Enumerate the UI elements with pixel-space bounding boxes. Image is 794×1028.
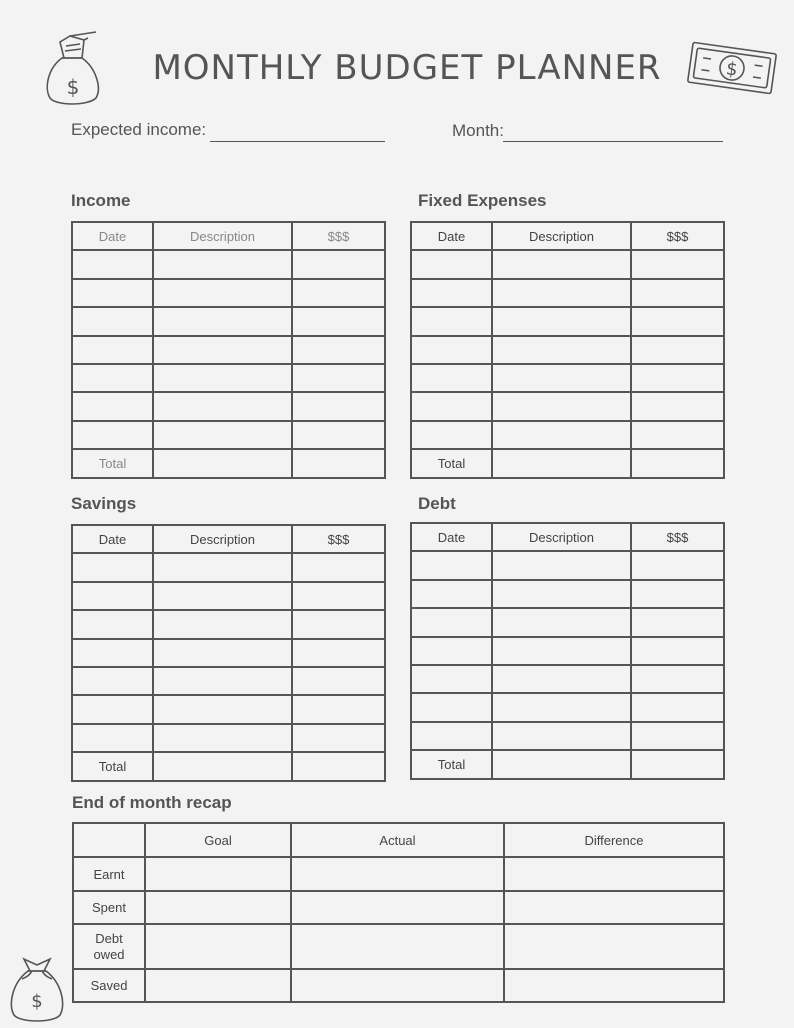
description-cell[interactable] [492, 580, 631, 608]
table-header-row [72, 525, 385, 553]
table-row[interactable] [411, 693, 724, 721]
description-cell[interactable] [492, 693, 631, 721]
table-row[interactable] [72, 364, 385, 392]
column-header: $$$ [292, 525, 385, 553]
table-row[interactable] [411, 580, 724, 608]
column-header: Goal [145, 823, 291, 857]
goal-cell[interactable] [145, 969, 291, 1002]
amount-cell[interactable] [292, 279, 385, 307]
column-header: Description [492, 222, 631, 250]
table-row[interactable] [72, 610, 385, 638]
date-cell[interactable] [72, 307, 153, 335]
date-cell[interactable] [72, 421, 153, 449]
table-row[interactable] [72, 307, 385, 335]
total-row[interactable] [411, 449, 724, 477]
table-header-row [411, 523, 724, 551]
column-header: Date [411, 222, 492, 250]
date-cell[interactable] [411, 279, 492, 307]
amount-cell[interactable] [292, 364, 385, 392]
table-row[interactable] [411, 250, 724, 278]
amount-cell[interactable] [292, 553, 385, 581]
actual-cell[interactable] [291, 891, 504, 924]
description-cell[interactable] [492, 279, 631, 307]
amount-cell[interactable] [292, 250, 385, 278]
description-cell[interactable] [153, 336, 292, 364]
table-row[interactable] [72, 250, 385, 278]
table-row[interactable] [72, 667, 385, 695]
svg-text:$: $ [31, 991, 43, 1012]
table-header-row [411, 222, 724, 250]
date-cell[interactable] [411, 364, 492, 392]
table-row[interactable] [72, 553, 385, 581]
table-row[interactable] [411, 722, 724, 750]
total-amount-cell[interactable] [292, 449, 385, 477]
description-cell[interactable] [492, 250, 631, 278]
description-cell[interactable] [492, 364, 631, 392]
table-row[interactable] [411, 279, 724, 307]
table-row[interactable] [72, 695, 385, 723]
amount-cell[interactable] [631, 637, 724, 665]
table-row[interactable] [411, 364, 724, 392]
date-cell[interactable] [411, 665, 492, 693]
income-section-title: Income [71, 191, 131, 210]
column-header: Description [153, 222, 292, 250]
savings-table [71, 524, 386, 782]
description-cell[interactable] [492, 421, 631, 449]
dollar-bill-icon [686, 40, 778, 96]
description-cell[interactable] [492, 665, 631, 693]
description-cell[interactable] [492, 750, 631, 778]
description-cell[interactable] [153, 695, 292, 723]
column-header: Difference [504, 823, 724, 857]
recap-table [72, 822, 725, 1003]
description-cell[interactable] [492, 608, 631, 636]
table-row[interactable] [72, 582, 385, 610]
table-header-row [73, 823, 724, 857]
date-cell[interactable] [411, 580, 492, 608]
fixed-expenses-section-title: Fixed Expenses [418, 191, 547, 210]
total-amount-cell[interactable] [631, 449, 724, 477]
date-cell[interactable] [72, 392, 153, 420]
total-label: Total [72, 449, 153, 477]
svg-text:$: $ [66, 75, 80, 99]
table-row[interactable] [411, 637, 724, 665]
column-header: Date [72, 525, 153, 553]
date-cell[interactable] [72, 610, 153, 638]
description-cell[interactable] [153, 421, 292, 449]
amount-cell[interactable] [292, 695, 385, 723]
amount-cell[interactable] [631, 665, 724, 693]
date-cell[interactable] [411, 551, 492, 579]
amount-cell[interactable] [631, 250, 724, 278]
table-row[interactable] [72, 421, 385, 449]
description-cell[interactable] [153, 724, 292, 752]
table-row[interactable] [72, 392, 385, 420]
description-cell[interactable] [153, 279, 292, 307]
amount-cell[interactable] [292, 724, 385, 752]
debt-table [410, 522, 725, 780]
date-cell[interactable] [411, 693, 492, 721]
amount-cell[interactable] [292, 336, 385, 364]
fixed-expenses-table [410, 221, 725, 479]
table-row[interactable] [411, 336, 724, 364]
table-row[interactable] [72, 724, 385, 752]
total-label: Total [411, 449, 492, 477]
svg-text:$: $ [724, 58, 739, 81]
date-cell[interactable] [411, 722, 492, 750]
row-label: Debt owed [73, 924, 145, 969]
income-table [71, 221, 386, 479]
table-row[interactable] [411, 307, 724, 335]
savings-section-title: Savings [71, 494, 137, 513]
amount-cell[interactable] [292, 421, 385, 449]
table-row[interactable] [73, 924, 724, 969]
description-cell[interactable] [153, 582, 292, 610]
description-cell[interactable] [492, 449, 631, 477]
total-row[interactable] [72, 449, 385, 477]
column-header: $$$ [631, 222, 724, 250]
amount-cell[interactable] [292, 610, 385, 638]
actual-cell[interactable] [291, 857, 504, 891]
date-cell[interactable] [72, 279, 153, 307]
money-bag-icon [6, 955, 68, 1025]
column-header: Description [492, 523, 631, 551]
table-row[interactable] [72, 336, 385, 364]
expected-income-field[interactable] [210, 141, 385, 142]
description-cell[interactable] [153, 449, 292, 477]
column-header: $$$ [292, 222, 385, 250]
goal-cell[interactable] [145, 891, 291, 924]
amount-cell[interactable] [631, 307, 724, 335]
total-label: Total [72, 752, 153, 780]
difference-cell[interactable] [504, 924, 724, 969]
table-row[interactable] [73, 857, 724, 891]
amount-cell[interactable] [631, 364, 724, 392]
amount-cell[interactable] [292, 307, 385, 335]
recap-section-title: End of month recap [72, 793, 232, 812]
description-cell[interactable] [492, 551, 631, 579]
date-cell[interactable] [411, 250, 492, 278]
description-cell[interactable] [153, 610, 292, 638]
amount-cell[interactable] [631, 392, 724, 420]
amount-cell[interactable] [292, 392, 385, 420]
amount-cell[interactable] [631, 608, 724, 636]
description-cell[interactable] [153, 307, 292, 335]
date-cell[interactable] [72, 553, 153, 581]
date-cell[interactable] [411, 336, 492, 364]
amount-cell[interactable] [631, 693, 724, 721]
date-cell[interactable] [411, 307, 492, 335]
table-row[interactable] [72, 639, 385, 667]
month-field[interactable] [503, 141, 723, 142]
page-title: MONTHLY BUDGET PLANNER [152, 48, 662, 88]
description-cell[interactable] [153, 392, 292, 420]
description-cell[interactable] [153, 364, 292, 392]
expected-income-label: Expected income: [71, 120, 207, 139]
column-header: Actual [291, 823, 504, 857]
description-cell[interactable] [153, 752, 292, 780]
date-cell[interactable] [72, 639, 153, 667]
amount-cell[interactable] [631, 551, 724, 579]
total-amount-cell[interactable] [292, 752, 385, 780]
column-header: Description [153, 525, 292, 553]
description-cell[interactable] [492, 392, 631, 420]
date-cell[interactable] [72, 250, 153, 278]
row-label: Earnt [73, 857, 145, 891]
table-row[interactable] [411, 421, 724, 449]
amount-cell[interactable] [292, 582, 385, 610]
amount-cell[interactable] [292, 639, 385, 667]
table-row[interactable] [72, 279, 385, 307]
date-cell[interactable] [411, 421, 492, 449]
amount-cell[interactable] [631, 580, 724, 608]
amount-cell[interactable] [631, 421, 724, 449]
table-row[interactable] [73, 969, 724, 1002]
table-row[interactable] [411, 665, 724, 693]
column-header: Date [72, 222, 153, 250]
date-cell[interactable] [72, 364, 153, 392]
amount-cell[interactable] [631, 279, 724, 307]
table-row[interactable] [73, 891, 724, 924]
description-cell[interactable] [492, 336, 631, 364]
column-header [73, 823, 145, 857]
date-cell[interactable] [411, 392, 492, 420]
actual-cell[interactable] [291, 969, 504, 1002]
total-row[interactable] [72, 752, 385, 780]
goal-cell[interactable] [145, 924, 291, 969]
table-row[interactable] [411, 392, 724, 420]
description-cell[interactable] [153, 667, 292, 695]
month-label: Month: [452, 121, 504, 140]
row-label: Spent [73, 891, 145, 924]
description-cell[interactable] [153, 250, 292, 278]
amount-cell[interactable] [631, 336, 724, 364]
date-cell[interactable] [72, 667, 153, 695]
total-label: Total [411, 750, 492, 778]
description-cell[interactable] [492, 307, 631, 335]
table-row[interactable] [411, 608, 724, 636]
date-cell[interactable] [411, 608, 492, 636]
goal-cell[interactable] [145, 857, 291, 891]
date-cell[interactable] [72, 582, 153, 610]
column-header: Date [411, 523, 492, 551]
table-row[interactable] [411, 551, 724, 579]
difference-cell[interactable] [504, 969, 724, 1002]
description-cell[interactable] [492, 722, 631, 750]
description-cell[interactable] [153, 553, 292, 581]
table-header-row [72, 222, 385, 250]
date-cell[interactable] [72, 336, 153, 364]
amount-cell[interactable] [631, 722, 724, 750]
date-cell[interactable] [72, 724, 153, 752]
description-cell[interactable] [492, 637, 631, 665]
date-cell[interactable] [411, 637, 492, 665]
date-cell[interactable] [72, 695, 153, 723]
total-row[interactable] [411, 750, 724, 778]
total-amount-cell[interactable] [631, 750, 724, 778]
column-header: $$$ [631, 523, 724, 551]
amount-cell[interactable] [292, 667, 385, 695]
description-cell[interactable] [153, 639, 292, 667]
row-label: Saved [73, 969, 145, 1002]
difference-cell[interactable] [504, 857, 724, 891]
difference-cell[interactable] [504, 891, 724, 924]
actual-cell[interactable] [291, 924, 504, 969]
debt-section-title: Debt [418, 494, 456, 513]
